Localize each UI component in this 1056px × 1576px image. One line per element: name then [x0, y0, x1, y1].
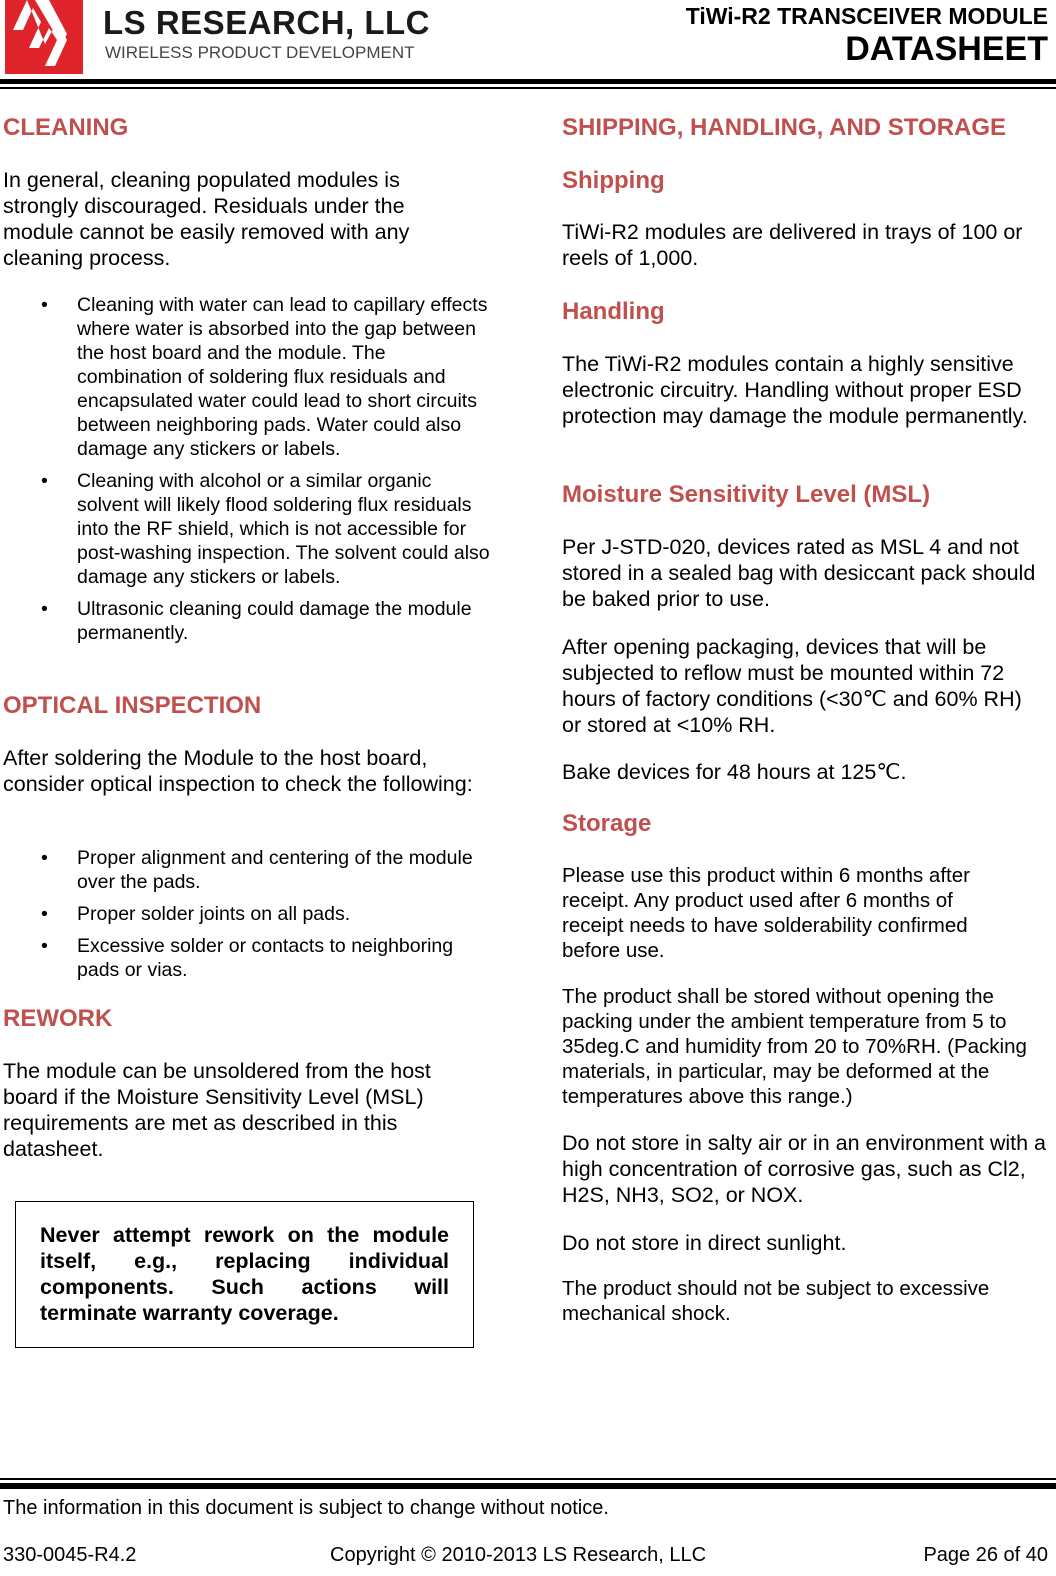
company-name: LS RESEARCH, LLC: [103, 4, 431, 41]
cleaning-heading: CLEANING: [3, 114, 129, 141]
storage-paragraph-2: The product shall be stored without opening the packing under the ambient temperature from 5 to 35deg.C and humidity from 20 to 70%RH. (Packing materials, in particular, may be deformed at the temperatures above this range.): [562, 985, 1027, 1108]
storage-paragraph-4: Do not store in direct sunlight.: [562, 1231, 847, 1255]
msl-paragraph-3: Bake devices for 48 hours at 125℃.: [562, 760, 907, 784]
company-tagline: WIRELESS PRODUCT DEVELOPMENT: [105, 43, 415, 62]
handling-paragraph: The TiWi-R2 modules contain a highly sensitive electronic circuitry. Handling without proper ESD protection may damage the module permanently.: [562, 352, 1028, 428]
footer-rule-thin: [0, 1478, 1056, 1480]
list-item: • Ultrasonic cleaning could damage the module permanently.: [41, 598, 472, 644]
optical-bullets: [3, 846, 493, 990]
msl-heading: Moisture Sensitivity Level (MSL): [562, 481, 931, 508]
document-type: DATASHEET: [845, 30, 1048, 68]
company-logo: [3, 0, 431, 76]
bullet-icon: •: [41, 294, 48, 316]
bullet-icon: •: [41, 903, 48, 925]
storage-heading: Storage: [562, 810, 652, 837]
msl-paragraph-2: After opening packaging, devices that will be subjected to reflow must be mounted within 72 hours of factory conditions (<30℃ and 60% RH) or stored at <10% RH.: [562, 635, 1022, 737]
rework-warning-box: Never attempt rework on the module itself, e.g., replacing individual components. Such actions will terminate warranty coverage.: [15, 1201, 474, 1348]
rework-paragraph: The module can be unsoldered from the host board if the Moisture Sensitivity Level (MSL) requirements are met as described in this datasheet.: [3, 1059, 431, 1161]
msl-paragraph-1: Per J-STD-020, devices rated as MSL 4 and not stored in a sealed bag with desiccant pack should be baked prior to use.: [562, 535, 1036, 611]
footer-rule: [0, 1483, 1056, 1489]
list-item: • Proper alignment and centering of the module over the pads.: [41, 847, 473, 893]
footer-copyright: Copyright © 2010-2013 LS Research, LLC: [330, 1544, 707, 1566]
bullet-icon: •: [41, 935, 48, 957]
shipping-paragraph: TiWi-R2 modules are delivered in trays of 100 or reels of 1,000.: [562, 220, 1023, 270]
footer-doc-number: 330-0045-R4.2: [3, 1544, 137, 1566]
storage-paragraph-3: Do not store in salty air or in an environment with a high concentration of corrosive gas, such as Cl2, H2S, NH3, SO2, or NOX.: [562, 1131, 1046, 1207]
header-rule: [0, 79, 1056, 84]
list-item: • Cleaning with alcohol or a similar organic solvent will likely flood soldering flux residuals into the RF shield, which is not accessible for post-washing inspection. The solvent could also damage any stickers or labels.: [41, 470, 490, 588]
list-item: • Excessive solder or contacts to neighboring pads or vias.: [41, 935, 454, 981]
footer-page-number: Page 26 of 40: [923, 1544, 1048, 1566]
storage-paragraph-5: The product should not be subject to excessive mechanical shock.: [562, 1277, 990, 1325]
cleaning-bullets: [3, 293, 493, 653]
bullet-icon: •: [41, 470, 48, 492]
bullet-icon: •: [41, 598, 48, 620]
logo-mark-icon: [5, 0, 83, 74]
bullet-icon: •: [41, 847, 48, 869]
footer-notice: The information in this document is subject to change without notice.: [3, 1497, 609, 1519]
optical-paragraph: After soldering the Module to the host board, consider optical inspection to check the following:: [3, 746, 473, 796]
cleaning-paragraph: In general, cleaning populated modules is strongly discouraged. Residuals under the module cannot be easily removed with any cleaning process.: [3, 168, 410, 270]
shipping-heading: Shipping: [562, 167, 665, 194]
storage-paragraph-1: Please use this product within 6 months after receipt. Any product used after 6 months of receipt needs to have solderability confirmed before use.: [562, 864, 970, 962]
document-title: TiWi-R2 TRANSCEIVER MODULE: [685, 3, 1048, 29]
list-item: • Cleaning with water can lead to capillary effects where water is absorbed into the gap between the host board and the module. The combination of soldering flux residuals and encapsulated water could lead to short circuits between neighboring pads. Water could also damage any stickers or labels.: [41, 294, 488, 460]
header-rule-thin: [0, 87, 1056, 89]
handling-heading: Handling: [562, 298, 665, 325]
optical-inspection-heading: OPTICAL INSPECTION: [3, 692, 262, 719]
shipping-handling-storage-heading: SHIPPING, HANDLING, AND STORAGE: [562, 114, 1007, 141]
rework-heading: REWORK: [3, 1005, 113, 1032]
list-item: • Proper solder joints on all pads.: [41, 903, 351, 925]
